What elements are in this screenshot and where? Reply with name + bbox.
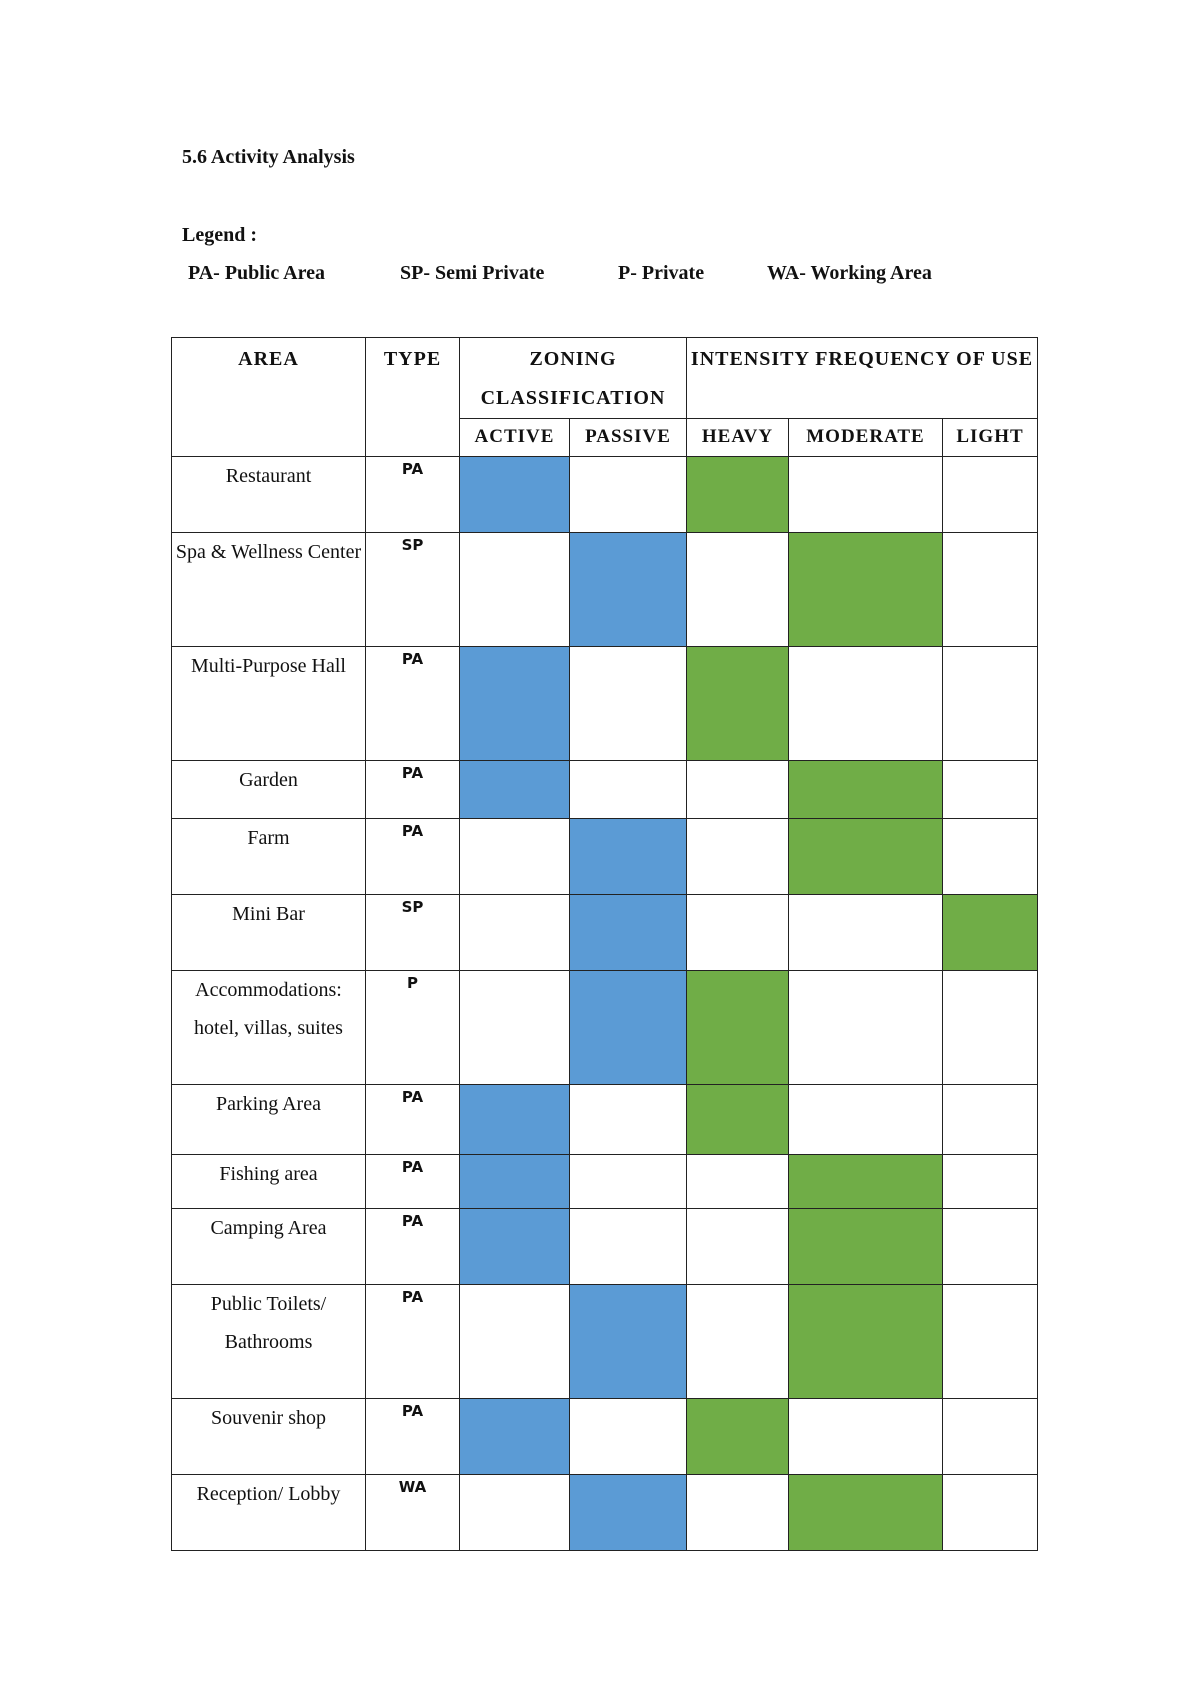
cell-active-filled bbox=[460, 1209, 570, 1285]
cell-heavy-empty bbox=[687, 895, 789, 971]
area-name: Parking Area bbox=[172, 1085, 366, 1155]
area-name: Farm bbox=[172, 819, 366, 895]
area-name: Souvenir shop bbox=[172, 1399, 366, 1475]
cell-heavy-filled bbox=[687, 647, 789, 761]
header-light: LIGHT bbox=[943, 419, 1038, 457]
cell-light-empty bbox=[943, 457, 1038, 533]
area-type: PA bbox=[366, 647, 460, 761]
cell-moderate-filled bbox=[789, 1475, 943, 1551]
cell-passive-empty bbox=[570, 1209, 687, 1285]
area-name: Garden bbox=[172, 761, 366, 819]
area-name: Multi-Purpose Hall bbox=[172, 647, 366, 761]
header-area: AREA bbox=[172, 338, 366, 457]
cell-light-empty bbox=[943, 761, 1038, 819]
area-type: PA bbox=[366, 1399, 460, 1475]
table-row bbox=[172, 1155, 1038, 1209]
area-name: Reception/ Lobby bbox=[172, 1475, 366, 1551]
area-name: Fishing area bbox=[172, 1155, 366, 1209]
cell-active-filled bbox=[460, 1399, 570, 1475]
legend-items bbox=[0, 262, 1200, 288]
header-zoning-classification: ZONING CLASSIFICATION bbox=[460, 338, 687, 419]
area-name: Camping Area bbox=[172, 1209, 366, 1285]
cell-heavy-empty bbox=[687, 819, 789, 895]
table-row bbox=[172, 457, 1038, 533]
cell-passive-empty bbox=[570, 761, 687, 819]
cell-heavy-empty bbox=[687, 1155, 789, 1209]
cell-moderate-empty bbox=[789, 457, 943, 533]
cell-moderate-empty bbox=[789, 1085, 943, 1155]
table-row bbox=[172, 1285, 1038, 1399]
legend-item-private: P- Private bbox=[618, 262, 705, 284]
table-row bbox=[172, 1085, 1038, 1155]
legend-item-public-area: PA- Public Area bbox=[188, 262, 326, 284]
cell-passive-filled bbox=[570, 819, 687, 895]
cell-passive-filled bbox=[570, 1475, 687, 1551]
cell-active-empty bbox=[460, 895, 570, 971]
section-heading: 5.6 Activity Analysis bbox=[182, 146, 355, 168]
cell-moderate-empty bbox=[789, 895, 943, 971]
cell-active-filled bbox=[460, 457, 570, 533]
cell-moderate-filled bbox=[789, 533, 943, 647]
cell-light-empty bbox=[943, 1085, 1038, 1155]
cell-moderate-filled bbox=[789, 1155, 943, 1209]
cell-moderate-empty bbox=[789, 647, 943, 761]
cell-heavy-empty bbox=[687, 761, 789, 819]
cell-heavy-empty bbox=[687, 1285, 789, 1399]
header-active: ACTIVE bbox=[460, 419, 570, 457]
cell-active-filled bbox=[460, 1085, 570, 1155]
cell-heavy-filled bbox=[687, 1085, 789, 1155]
header-heavy: HEAVY bbox=[687, 419, 789, 457]
activity-analysis-table bbox=[171, 337, 1038, 1551]
cell-passive-filled bbox=[570, 533, 687, 647]
cell-active-empty bbox=[460, 1475, 570, 1551]
cell-passive-empty bbox=[570, 1155, 687, 1209]
cell-light-empty bbox=[943, 1155, 1038, 1209]
area-type: SP bbox=[366, 895, 460, 971]
area-name: Restaurant bbox=[172, 457, 366, 533]
area-name: Mini Bar bbox=[172, 895, 366, 971]
cell-moderate-empty bbox=[789, 1399, 943, 1475]
cell-light-filled bbox=[943, 895, 1038, 971]
cell-light-empty bbox=[943, 819, 1038, 895]
area-name: Public Toilets/ Bathrooms bbox=[172, 1285, 366, 1399]
cell-active-filled bbox=[460, 761, 570, 819]
cell-moderate-empty bbox=[789, 971, 943, 1085]
area-name: Accommodations: hotel, villas, suites bbox=[172, 971, 366, 1085]
cell-passive-filled bbox=[570, 895, 687, 971]
area-type: PA bbox=[366, 761, 460, 819]
cell-passive-empty bbox=[570, 1399, 687, 1475]
cell-heavy-filled bbox=[687, 1399, 789, 1475]
cell-active-filled bbox=[460, 647, 570, 761]
table-row bbox=[172, 533, 1038, 647]
cell-light-empty bbox=[943, 1475, 1038, 1551]
cell-active-filled bbox=[460, 1155, 570, 1209]
cell-passive-filled bbox=[570, 971, 687, 1085]
area-name: Spa & Wellness Center bbox=[172, 533, 366, 647]
cell-active-empty bbox=[460, 533, 570, 647]
area-type: PA bbox=[366, 1285, 460, 1399]
header-intensity-frequency: INTENSITY FREQUENCY OF USE bbox=[687, 338, 1038, 419]
legend-item-semi-private: SP- Semi Private bbox=[400, 262, 545, 284]
header-passive: PASSIVE bbox=[570, 419, 687, 457]
cell-light-empty bbox=[943, 1285, 1038, 1399]
table-row bbox=[172, 647, 1038, 761]
table-row bbox=[172, 971, 1038, 1085]
area-type: PA bbox=[366, 819, 460, 895]
header-moderate: MODERATE bbox=[789, 419, 943, 457]
table-row bbox=[172, 819, 1038, 895]
cell-light-empty bbox=[943, 1209, 1038, 1285]
cell-heavy-filled bbox=[687, 971, 789, 1085]
area-type: P bbox=[366, 971, 460, 1085]
cell-heavy-empty bbox=[687, 1209, 789, 1285]
cell-passive-empty bbox=[570, 1085, 687, 1155]
area-type: SP bbox=[366, 533, 460, 647]
cell-light-empty bbox=[943, 647, 1038, 761]
area-type: PA bbox=[366, 1209, 460, 1285]
cell-light-empty bbox=[943, 1399, 1038, 1475]
cell-passive-empty bbox=[570, 647, 687, 761]
table-row bbox=[172, 895, 1038, 971]
cell-heavy-empty bbox=[687, 533, 789, 647]
table-row bbox=[172, 761, 1038, 819]
cell-light-empty bbox=[943, 533, 1038, 647]
cell-moderate-filled bbox=[789, 1285, 943, 1399]
cell-active-empty bbox=[460, 971, 570, 1085]
area-type: PA bbox=[366, 1085, 460, 1155]
area-type: PA bbox=[366, 457, 460, 533]
cell-light-empty bbox=[943, 971, 1038, 1085]
legend-item-working-area: WA- Working Area bbox=[767, 262, 932, 284]
table-row bbox=[172, 1209, 1038, 1285]
table-row bbox=[172, 1475, 1038, 1551]
cell-heavy-filled bbox=[687, 457, 789, 533]
cell-active-empty bbox=[460, 1285, 570, 1399]
table-row bbox=[172, 1399, 1038, 1475]
cell-heavy-empty bbox=[687, 1475, 789, 1551]
cell-passive-empty bbox=[570, 457, 687, 533]
area-type: PA bbox=[366, 1155, 460, 1209]
header-type: TYPE bbox=[366, 338, 460, 457]
area-type: WA bbox=[366, 1475, 460, 1551]
cell-passive-filled bbox=[570, 1285, 687, 1399]
cell-moderate-filled bbox=[789, 761, 943, 819]
cell-moderate-filled bbox=[789, 1209, 943, 1285]
cell-active-empty bbox=[460, 819, 570, 895]
legend-title: Legend : bbox=[182, 224, 257, 246]
cell-moderate-filled bbox=[789, 819, 943, 895]
